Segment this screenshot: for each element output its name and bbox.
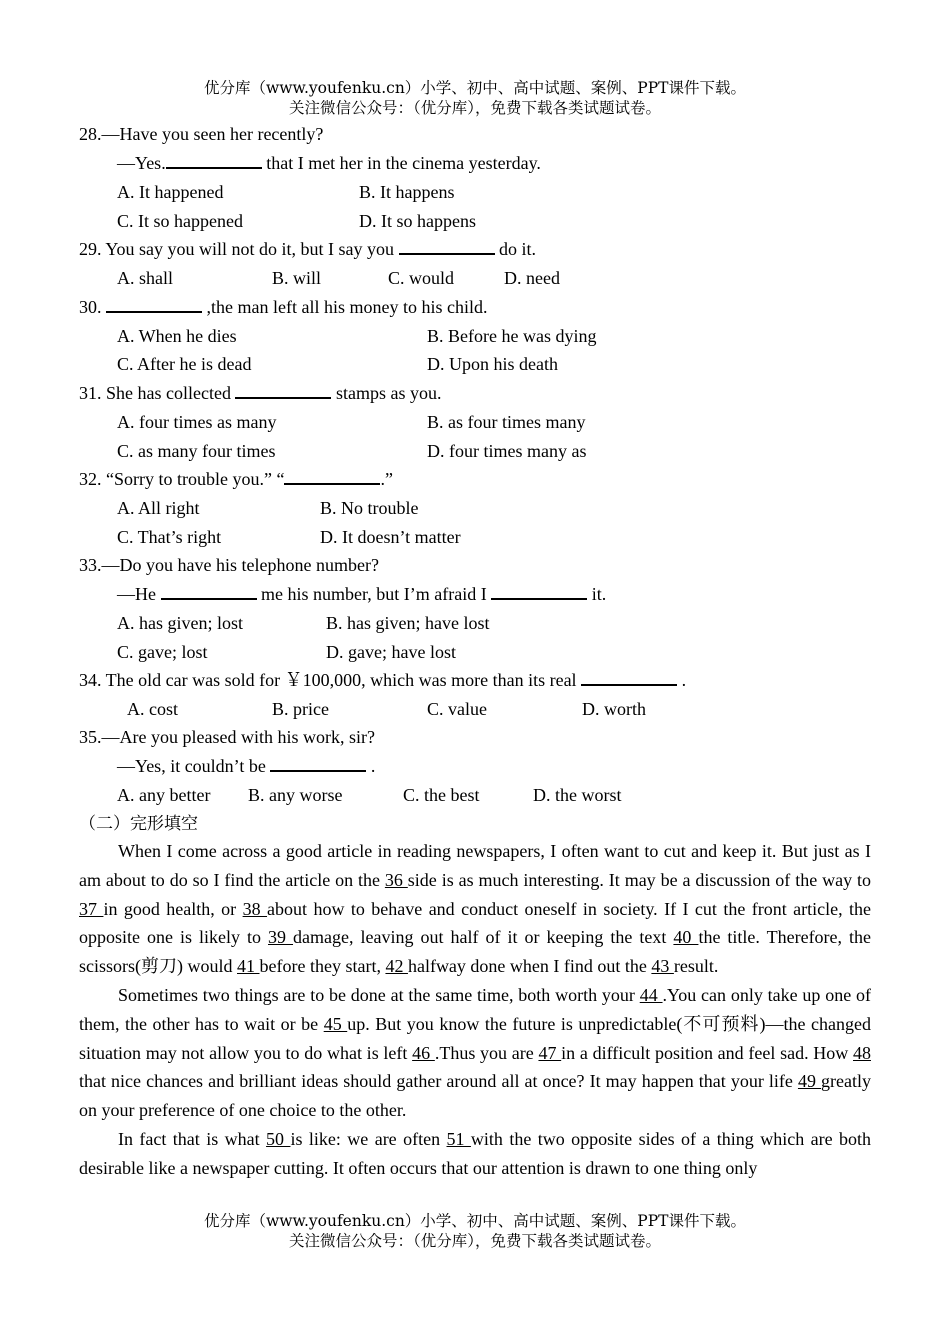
q31-option-a: A. four times as many <box>117 412 277 432</box>
q33-option-b: B. has given; have lost <box>326 613 490 633</box>
passage-text: In fact that is what <box>118 1128 267 1149</box>
passage-text: result. <box>673 956 719 977</box>
q28-answer-blank <box>166 151 262 169</box>
q30-option-a: A. When he dies <box>117 326 237 346</box>
passage-text: When I come across a good article in reading newspapers, I often want to cut and keep it. But just as I am about to do so I find the article on the <box>79 841 871 890</box>
q33-stem: 33.—Do you have his telephone number? <box>79 555 379 575</box>
q34-option-c: C. value <box>427 699 487 719</box>
q34-option-b: B. price <box>272 699 329 719</box>
q31-option-b: B. as four times many <box>427 412 586 432</box>
q35-option-a: A. any better <box>117 785 211 805</box>
q31-stem <box>79 381 441 405</box>
q35-line2 <box>117 754 375 778</box>
q34-option-a: A. cost <box>127 699 178 719</box>
q34-option-d: D. worth <box>582 699 646 719</box>
q29-pre: 29. You say you will not do it, but I say you <box>79 239 399 259</box>
q33-answer-blank-1 <box>161 582 257 600</box>
cloze-blank-39: 39 <box>268 927 294 948</box>
q32-option-c: C. That’s right <box>117 527 222 547</box>
passage-paragraph-1 <box>79 837 871 981</box>
cloze-blank-50: 50 <box>266 1128 291 1149</box>
q33-answer-blank-2 <box>491 582 587 600</box>
q35-option-c: C. the best <box>403 785 480 805</box>
footer-line-2: 关注微信公众号：（优分库），免费下载各类试题试卷。 <box>288 1232 661 1250</box>
q33-option-a: A. has given; lost <box>117 613 243 633</box>
q30-option-b: B. Before he was dying <box>427 326 597 346</box>
section-title: （二）完形填空 <box>79 814 198 834</box>
q32-answer-blank <box>284 467 380 485</box>
q29-stem <box>79 237 536 261</box>
q35-l2-post: . <box>366 756 376 776</box>
cloze-blank-44: 44 <box>639 984 663 1005</box>
passage-text: damage, leaving out half of it or keeping the text <box>293 927 674 948</box>
passage-text: greatly on your preference of one choice to the other. <box>79 1071 872 1121</box>
q29-option-a: A. shall <box>117 268 173 288</box>
q31-pre: 31. She has collected <box>79 383 236 403</box>
passage-text: before they start, <box>259 956 386 977</box>
q32-post: .” <box>380 469 393 489</box>
q29-option-d: D. need <box>504 268 560 288</box>
passage-text: Sometimes two things are to be done at the same time, both worth your <box>118 984 640 1005</box>
q34-stem <box>79 668 686 692</box>
q33-l2-mid: me his number, but I’m afraid I <box>256 584 492 604</box>
q30-option-c: C. After he is dead <box>117 354 252 374</box>
footer-line-1: 优分库（www.youfenku.cn）小学、初中、高中试题、案例、PPT课件下载。 <box>203 1212 747 1230</box>
q29-post: do it. <box>494 239 537 259</box>
q31-option-c: C. as many four times <box>117 441 276 461</box>
q31-post: stamps as you. <box>331 383 442 403</box>
passage-text: with the two opposite sides of a thing which are both desirable like a newspaper cutting. It often occurs that our attention is drawn to one thing only <box>79 1128 872 1178</box>
q31-answer-blank <box>235 381 331 399</box>
q28-option-c: C. It so happened <box>117 211 243 231</box>
q29-option-c: C. would <box>388 268 455 288</box>
passage-text: side is as much interesting. It may be a discussion of the way to <box>407 869 871 890</box>
q28-option-b: B. It happens <box>359 182 455 202</box>
passage-text: in a difficult position and feel sad. How <box>561 1042 853 1063</box>
q35-option-b: B. any worse <box>248 785 343 805</box>
q30-answer-blank <box>106 295 202 313</box>
q32-option-b: B. No trouble <box>320 498 419 518</box>
passage-text: is like: we are often <box>290 1128 447 1149</box>
cloze-blank-37: 37 <box>79 898 104 919</box>
cloze-blank-47: 47 <box>538 1042 562 1063</box>
header-line-1: 优分库（www.youfenku.cn）小学、初中、高中试题、案例、PPT课件下载。 <box>203 79 747 97</box>
q34-pre: 34. The old car was sold for ￥100,000, which was more than its real <box>79 670 582 690</box>
cloze-blank-42: 42 <box>385 956 408 977</box>
cloze-blank-36: 36 <box>384 869 408 890</box>
q33-line2 <box>117 582 606 606</box>
q35-answer-blank <box>270 754 366 772</box>
q30-option-d: D. Upon his death <box>427 354 558 374</box>
cloze-blank-40: 40 <box>673 927 699 948</box>
q32-stem <box>79 467 393 491</box>
cloze-blank-41: 41 <box>237 956 260 977</box>
q28-line2-pre: —Yes. <box>117 153 166 173</box>
q33-l2-pre: —He <box>117 584 161 604</box>
q31-option-d: D. four times many as <box>427 441 587 461</box>
q34-answer-blank <box>581 668 677 686</box>
passage-paragraph-2 <box>79 981 871 1125</box>
cloze-blank-38: 38 <box>242 898 268 919</box>
passage-paragraph-3 <box>79 1125 871 1183</box>
q33-option-d: D. gave; have lost <box>326 642 456 662</box>
q29-answer-blank <box>399 237 495 255</box>
passage-text: halfway done when I find out the <box>407 956 652 977</box>
passage-text: the title. Therefore, the scissors(剪刀) would <box>79 927 872 977</box>
q32-option-a: A. All right <box>117 498 200 518</box>
cloze-blank-51: 51 <box>446 1128 471 1149</box>
cloze-blank-46: 46 <box>412 1042 435 1063</box>
q28-option-d: D. It so happens <box>359 211 476 231</box>
passage-text: up. But you know the future is unpredictable(不可预料)—the changed situation may not allow you to do what is left <box>79 1013 871 1063</box>
q30-post: ,the man left all his money to his child. <box>202 297 488 317</box>
q35-l2-pre: —Yes, it couldn’t be <box>117 756 271 776</box>
q30-stem <box>79 295 487 319</box>
q33-l2-post: it. <box>587 584 607 604</box>
q35-stem: 35.—Are you pleased with his work, sir? <box>79 727 375 747</box>
q30-pre: 30. <box>79 297 106 317</box>
cloze-blank-49: 49 <box>797 1071 822 1092</box>
q29-option-b: B. will <box>272 268 322 288</box>
q28-line2 <box>117 151 541 175</box>
q28-option-a: A. It happened <box>117 182 224 202</box>
q32-option-d: D. It doesn’t matter <box>320 527 461 547</box>
q28-stem: 28.—Have you seen her recently? <box>79 124 324 144</box>
q34-post: . <box>677 670 687 690</box>
cloze-blank-43: 43 <box>651 956 674 977</box>
q32-pre: 32. “Sorry to trouble you.” “ <box>79 469 285 489</box>
q35-option-d: D. the worst <box>533 785 622 805</box>
passage-text: in good health, or <box>103 898 243 919</box>
passage-text: .You can only take up one of them, the other has to wait or be <box>79 984 872 1034</box>
q28-line2-post: that I met her in the cinema yesterday. <box>261 153 541 173</box>
q33-option-c: C. gave; lost <box>117 642 208 662</box>
cloze-passage <box>79 837 871 1183</box>
cloze-blank-45: 45 <box>323 1013 348 1034</box>
passage-text: about how to behave and conduct oneself in society. If I cut the front article, the opposite one is likely to <box>79 898 872 948</box>
cloze-blank-48: 48 <box>853 1042 871 1063</box>
header-line-2: 关注微信公众号：（优分库），免费下载各类试题试卷。 <box>288 99 661 117</box>
passage-text: that nice chances and brilliant ideas should gather around all at once? It may happen that your life <box>79 1071 798 1092</box>
passage-text: .Thus you are <box>434 1042 539 1063</box>
